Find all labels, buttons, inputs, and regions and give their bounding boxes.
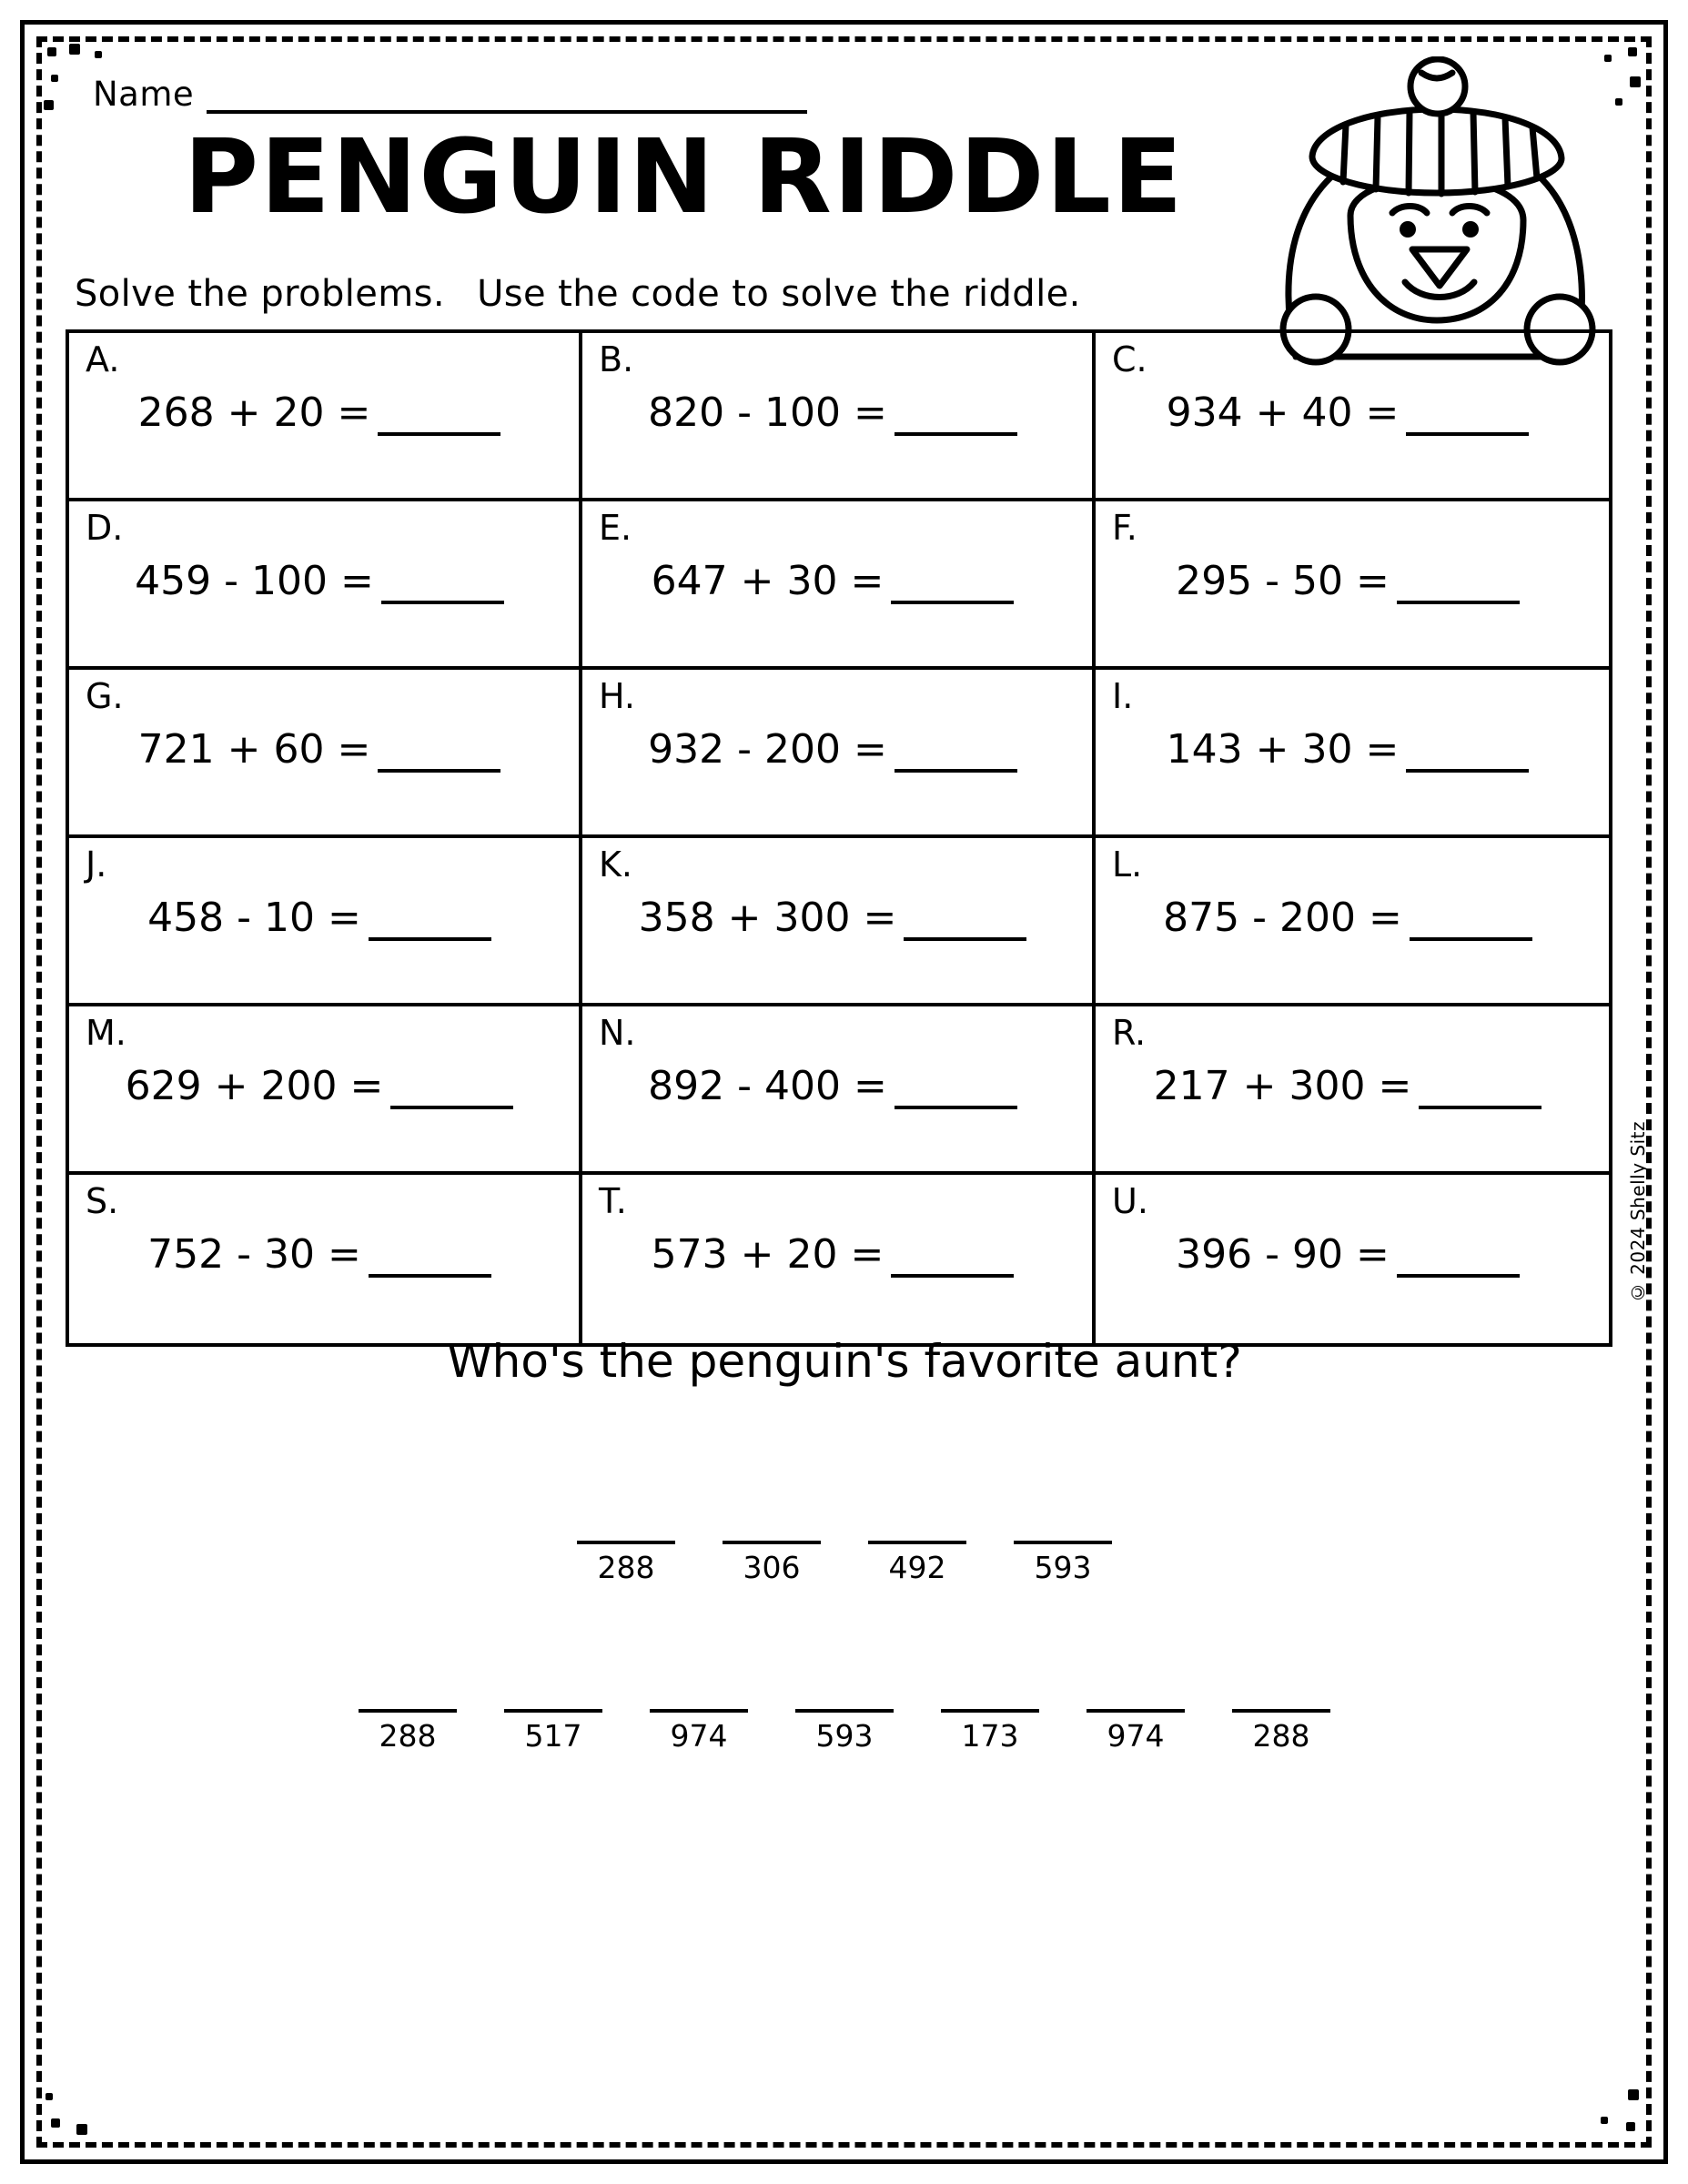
problem-letter: E. bbox=[599, 508, 632, 548]
worksheet-content bbox=[66, 56, 1649, 2131]
answer-blank[interactable] bbox=[378, 425, 500, 436]
equation-text: 458 - 10 = bbox=[147, 895, 361, 941]
problem-cell[interactable] bbox=[69, 501, 582, 670]
code-blank-line[interactable] bbox=[650, 1658, 748, 1713]
code-number: 974 bbox=[670, 1718, 728, 1754]
equation-text: 217 + 300 = bbox=[1153, 1063, 1412, 1109]
penguin-illustration bbox=[1259, 56, 1614, 375]
problem-equation bbox=[1096, 726, 1600, 773]
problem-letter: K. bbox=[599, 844, 632, 885]
code-blank-line[interactable] bbox=[359, 1658, 457, 1713]
code-number: 974 bbox=[1107, 1718, 1165, 1754]
problem-equation bbox=[1096, 1231, 1600, 1278]
code-blank-line[interactable] bbox=[1232, 1658, 1330, 1713]
problem-cell[interactable] bbox=[1096, 501, 1609, 670]
answer-blank[interactable] bbox=[895, 1098, 1017, 1109]
answer-code-row-2 bbox=[66, 1658, 1623, 1754]
code-slot[interactable] bbox=[571, 1490, 681, 1585]
problem-letter: N. bbox=[599, 1013, 636, 1053]
answer-blank[interactable] bbox=[1419, 1098, 1541, 1109]
problem-cell[interactable] bbox=[1096, 838, 1609, 1006]
problem-cell[interactable] bbox=[1096, 333, 1609, 501]
name-input-line[interactable] bbox=[207, 79, 807, 114]
answer-code-row-1 bbox=[66, 1490, 1623, 1585]
instruction-solve: Solve the problems. bbox=[75, 273, 445, 315]
code-blank-line[interactable] bbox=[868, 1490, 966, 1544]
code-number: 593 bbox=[1034, 1550, 1092, 1585]
problem-cell[interactable] bbox=[69, 670, 582, 838]
answer-blank[interactable] bbox=[1406, 425, 1529, 436]
equation-text: 892 - 400 = bbox=[648, 1063, 887, 1109]
corner-speckle bbox=[1628, 2089, 1639, 2100]
name-row bbox=[93, 75, 807, 114]
code-number: 517 bbox=[524, 1718, 582, 1754]
code-blank-line[interactable] bbox=[795, 1658, 894, 1713]
problem-letter: I. bbox=[1112, 676, 1134, 716]
corner-speckle bbox=[1630, 76, 1641, 87]
instructions bbox=[75, 273, 1101, 315]
problem-equation bbox=[1096, 895, 1600, 941]
equation-text: 573 + 20 = bbox=[651, 1231, 884, 1278]
problem-equation bbox=[69, 1063, 570, 1109]
corner-speckle bbox=[44, 100, 54, 110]
answer-blank[interactable] bbox=[904, 930, 1026, 941]
code-number: 593 bbox=[815, 1718, 874, 1754]
corner-speckle bbox=[47, 47, 56, 56]
equation-text: 934 + 40 = bbox=[1166, 389, 1400, 436]
code-blank-line[interactable] bbox=[941, 1658, 1039, 1713]
code-slot[interactable] bbox=[863, 1490, 972, 1585]
problem-equation bbox=[582, 1063, 1083, 1109]
problem-cell[interactable] bbox=[69, 1175, 582, 1343]
equation-text: 295 - 50 = bbox=[1176, 558, 1390, 604]
code-blank-line[interactable] bbox=[504, 1658, 602, 1713]
name-label: Name bbox=[93, 75, 195, 114]
equation-text: 629 + 200 = bbox=[125, 1063, 384, 1109]
answer-blank[interactable] bbox=[891, 593, 1014, 604]
code-slot[interactable] bbox=[790, 1658, 899, 1754]
copyright-text: © 2024 Shelly Sitz bbox=[1627, 1121, 1649, 1304]
code-number: 306 bbox=[743, 1550, 801, 1585]
problem-letter: S. bbox=[86, 1181, 119, 1221]
answer-blank[interactable] bbox=[1397, 1267, 1520, 1278]
problem-letter: M. bbox=[86, 1013, 126, 1053]
problem-equation bbox=[1096, 389, 1600, 436]
problem-cell[interactable] bbox=[582, 333, 1096, 501]
answer-blank[interactable] bbox=[1397, 593, 1520, 604]
problem-cell[interactable] bbox=[582, 670, 1096, 838]
equation-text: 752 - 30 = bbox=[147, 1231, 361, 1278]
problem-equation bbox=[69, 726, 570, 773]
problem-letter: U. bbox=[1112, 1181, 1148, 1221]
problem-cell[interactable] bbox=[69, 1006, 582, 1175]
problem-letter: H. bbox=[599, 676, 635, 716]
code-blank-line[interactable] bbox=[723, 1490, 821, 1544]
problem-cell[interactable] bbox=[582, 838, 1096, 1006]
code-number: 288 bbox=[379, 1718, 437, 1754]
problem-letter: D. bbox=[86, 508, 124, 548]
code-number: 288 bbox=[1252, 1718, 1310, 1754]
problem-letter: L. bbox=[1112, 844, 1143, 885]
problem-cell[interactable] bbox=[69, 333, 582, 501]
answer-blank[interactable] bbox=[378, 762, 500, 773]
answer-blank[interactable] bbox=[895, 425, 1017, 436]
problem-equation bbox=[582, 726, 1083, 773]
problem-cell[interactable] bbox=[582, 1006, 1096, 1175]
riddle-question: Who's the penguin's favorite aunt? bbox=[447, 1335, 1242, 1388]
equation-text: 459 - 100 = bbox=[135, 558, 374, 604]
answer-blank[interactable] bbox=[369, 930, 491, 941]
problem-letter: C. bbox=[1112, 339, 1147, 379]
problem-letter: G. bbox=[86, 676, 124, 716]
problem-equation bbox=[582, 1231, 1083, 1278]
answer-blank[interactable] bbox=[390, 1098, 513, 1109]
code-slot[interactable] bbox=[499, 1658, 608, 1754]
code-blank-line[interactable] bbox=[577, 1490, 675, 1544]
problem-letter: T. bbox=[599, 1181, 627, 1221]
equation-text: 647 + 30 = bbox=[651, 558, 884, 604]
code-slot[interactable] bbox=[644, 1658, 753, 1754]
equation-text: 721 + 60 = bbox=[137, 726, 371, 773]
code-blank-line[interactable] bbox=[1087, 1658, 1185, 1713]
code-slot[interactable] bbox=[935, 1658, 1045, 1754]
problem-letter: R. bbox=[1112, 1013, 1147, 1053]
answer-blank[interactable] bbox=[381, 593, 504, 604]
problem-letter: J. bbox=[86, 844, 107, 885]
equation-text: 875 - 200 = bbox=[1163, 895, 1402, 941]
code-slot[interactable] bbox=[1008, 1490, 1117, 1585]
problem-cell[interactable] bbox=[1096, 670, 1609, 838]
equation-text: 358 + 300 = bbox=[638, 895, 897, 941]
instruction-code: Use the code to solve the riddle. bbox=[477, 273, 1081, 315]
answer-blank[interactable] bbox=[1410, 930, 1532, 941]
problem-cell[interactable] bbox=[1096, 1006, 1609, 1175]
problem-equation bbox=[69, 558, 570, 604]
code-slot[interactable] bbox=[353, 1658, 462, 1754]
answer-blank[interactable] bbox=[895, 762, 1017, 773]
problems-grid bbox=[66, 329, 1612, 1347]
problem-equation bbox=[582, 389, 1083, 436]
problem-equation bbox=[1096, 1063, 1600, 1109]
problem-cell[interactable] bbox=[582, 501, 1096, 670]
code-slot[interactable] bbox=[1227, 1658, 1336, 1754]
answer-blank[interactable] bbox=[369, 1267, 491, 1278]
problem-equation bbox=[582, 558, 1083, 604]
code-number: 492 bbox=[888, 1550, 946, 1585]
problem-equation bbox=[69, 1231, 570, 1278]
corner-speckle bbox=[1628, 47, 1637, 56]
code-blank-line[interactable] bbox=[1014, 1490, 1112, 1544]
problem-letter: F. bbox=[1112, 508, 1137, 548]
equation-text: 268 + 20 = bbox=[137, 389, 371, 436]
equation-text: 143 + 30 = bbox=[1166, 726, 1400, 773]
problem-cell[interactable] bbox=[582, 1175, 1096, 1343]
corner-speckle bbox=[51, 75, 58, 82]
problem-cell[interactable] bbox=[69, 838, 582, 1006]
corner-speckle bbox=[1626, 2122, 1635, 2131]
answer-blank[interactable] bbox=[1406, 762, 1529, 773]
corner-speckle bbox=[45, 2093, 53, 2100]
problem-equation bbox=[69, 895, 570, 941]
code-slot[interactable] bbox=[1081, 1658, 1190, 1754]
problem-equation bbox=[1096, 558, 1600, 604]
code-slot[interactable] bbox=[717, 1490, 826, 1585]
equation-text: 932 - 200 = bbox=[648, 726, 887, 773]
problem-letter: B. bbox=[599, 339, 634, 379]
answer-blank[interactable] bbox=[891, 1267, 1014, 1278]
equation-text: 396 - 90 = bbox=[1176, 1231, 1390, 1278]
problem-equation bbox=[69, 389, 570, 436]
problem-cell[interactable] bbox=[1096, 1175, 1609, 1343]
code-number: 173 bbox=[961, 1718, 1019, 1754]
page-title: PENGUIN RIDDLE bbox=[184, 118, 1185, 237]
problem-letter: A. bbox=[86, 339, 120, 379]
corner-speckle bbox=[51, 2118, 60, 2128]
corner-speckle bbox=[69, 44, 80, 55]
code-number: 288 bbox=[597, 1550, 655, 1585]
problem-equation bbox=[582, 895, 1083, 941]
equation-text: 820 - 100 = bbox=[648, 389, 887, 436]
